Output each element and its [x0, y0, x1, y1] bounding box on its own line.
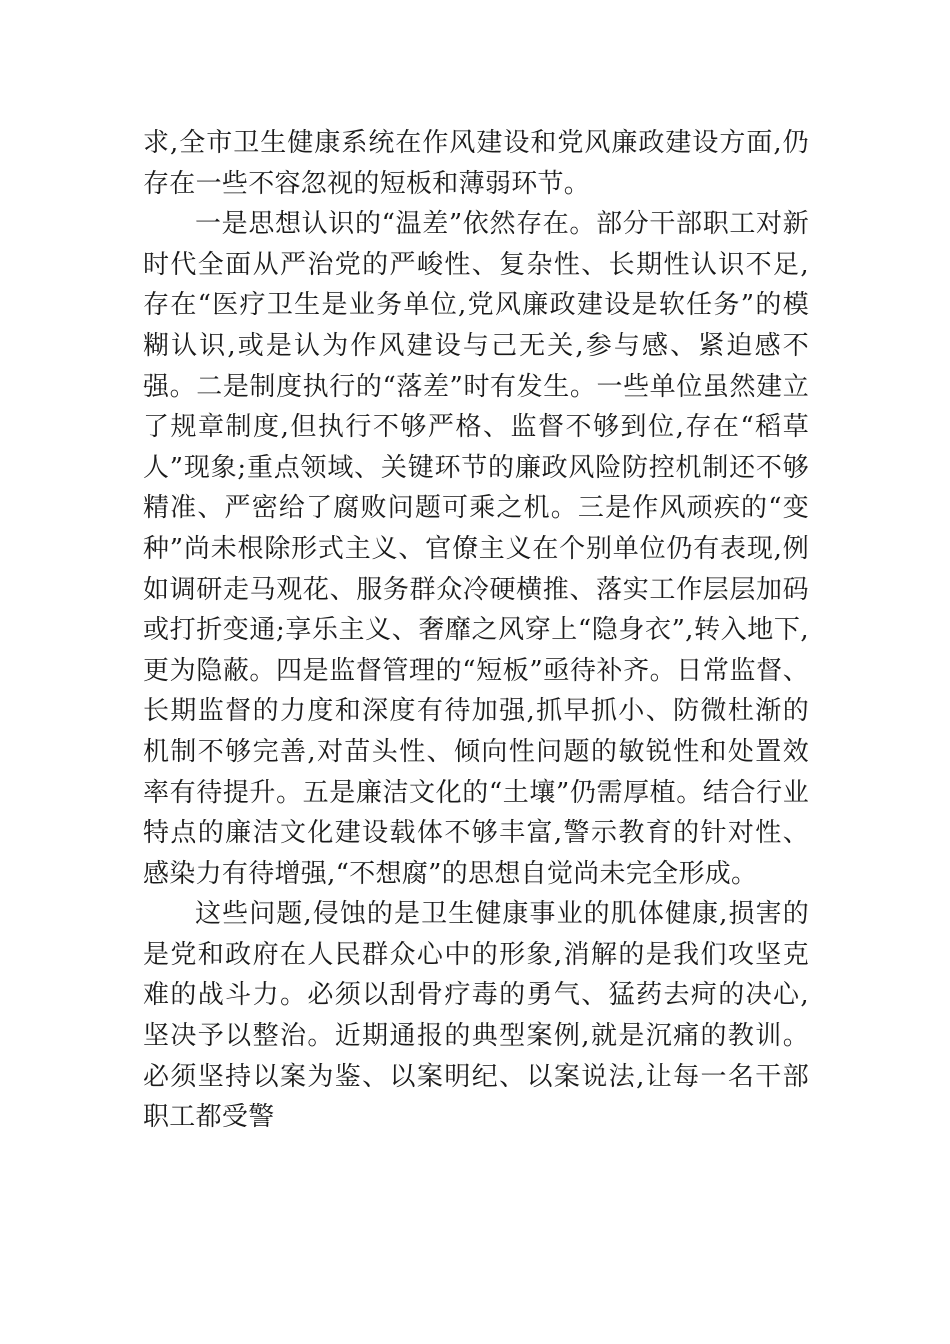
paragraph-3: 这些问题,侵蚀的是卫生健康事业的肌体健康,损害的是党和政府在人民群众心中的形象,消解的是我们攻坚克难的战斗力。必须以刮骨疗毒的勇气、猛药去疴的决心,坚决予以整治。近期通报的典型案例,就是沉痛的教训。必须坚持以案为鉴、以案明纪、以案说法,让每一名干部职工都受警 [143, 899, 809, 1133]
paragraph-2: 一是思想认识的“温差”依然存在。部分干部职工对新时代全面从严治党的严峻性、复杂性、长期性认识不足,存在“医疗卫生是业务单位,党风廉政建设是软任务”的模糊认识,或是认为作风建设与己无关,参与感、紧迫感不强。二是制度执行的“落差”时有发生。一些单位虽然建立了规章制度,但执行不够严格、监督不够到位,存在“稻草人”现象;重点领域、关键环节的廉政风险防控机制还不够精准、严密给了腐败问题可乘之机。三是作风顽疾的“变种”尚未根除形式主义、官僚主义在个别单位仍有表现,例如调研走马观花、服务群众冷硬横推、落实工作层层加码或打折变通;享乐主义、奢靡之风穿上“隐身衣”,转入地下,更为隐蔽。四是监督管理的“短板”亟待补齐。日常监督、长期监督的力度和深度有待加强,抓早抓小、防微杜渐的机制不够完善,对苗头性、倾向性问题的敏锐性和处置效率有待提升。五是廉洁文化的“土壤”仍需厚植。结合行业特点的廉洁文化建设载体不够丰富,警示教育的针对性、感染力有待增强,“不想腐”的思想自觉尚未完全形成。 [143, 209, 809, 889]
document-page [143, 123, 809, 1138]
paragraph-1: 求,全市卫生健康系统在作风建设和党风廉政建设方面,仍存在一些不容忽视的短板和薄弱环节。 [143, 128, 809, 199]
